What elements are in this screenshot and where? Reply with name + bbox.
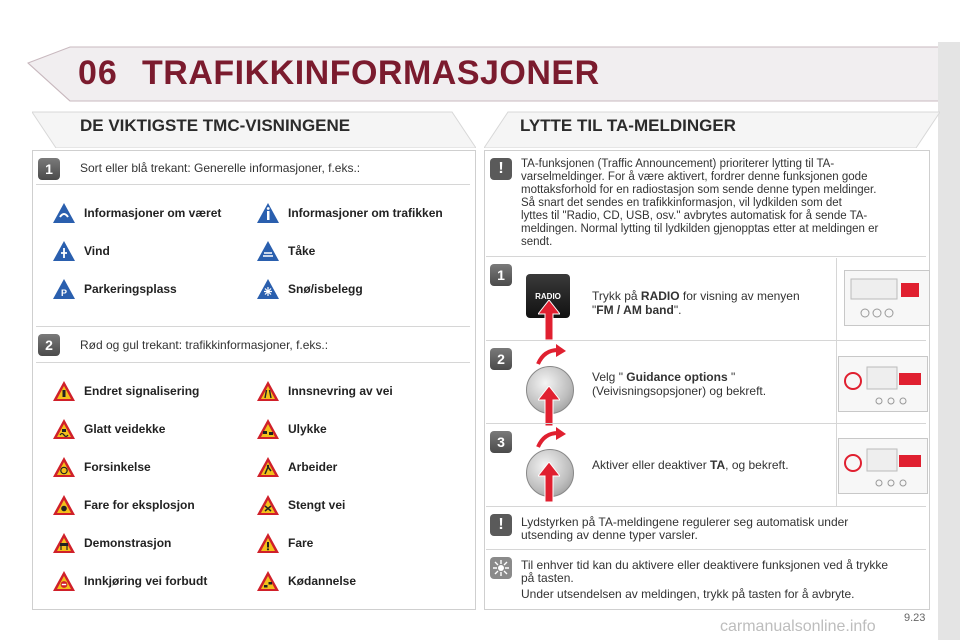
- list-item: [52, 278, 177, 300]
- text-line: Så snart det sendes en trafikkinformasjon, vil lydkilden som det: [521, 197, 842, 209]
- list-item-label: Demonstrasjon: [84, 536, 172, 550]
- list-item: [52, 418, 165, 440]
- text-line: Til enhver tid kan du aktivere eller deaktivere funksjonen ved å trykke: [521, 558, 889, 572]
- weather-icon: [52, 202, 76, 224]
- rotate-arrow-icon: [536, 344, 566, 366]
- divider: [486, 340, 926, 341]
- list-item-label: Fare: [288, 536, 314, 550]
- list-item: [256, 278, 363, 300]
- tip-note: [521, 559, 888, 601]
- arrow-up-icon: [538, 386, 560, 426]
- no-entry-icon: [52, 570, 76, 592]
- list-item: [256, 202, 443, 224]
- step3-instruction: Aktiver eller deaktiver TA, og bekreft.: [592, 458, 789, 472]
- text-line: Lydstyrken på TA-meldingene regulerer seg automatisk under: [521, 515, 849, 529]
- list-item: [256, 240, 315, 262]
- text-line: sendt.: [521, 236, 553, 248]
- closed-road-icon: [256, 494, 280, 516]
- step1-text: Sort eller blå trekant: Generelle informasjoner, f.eks.:: [80, 161, 361, 175]
- signal-icon: [52, 380, 76, 402]
- list-item: [256, 532, 313, 554]
- demonstration-icon: [52, 532, 76, 554]
- list-item: [52, 494, 195, 516]
- text-line: mottaksforhold for en radiostasjon som sende denne typen meldinger.: [521, 184, 877, 196]
- list-item: [256, 456, 337, 478]
- explosion-icon: [52, 494, 76, 516]
- text-line: meldingen. Normal lytting til lydkilden gjenopptas etter at meldingen er: [521, 223, 879, 235]
- divider: [36, 362, 470, 363]
- text-line: lyttes til "Radio, CD, USB, osv." avbrytes automatisk for å sende TA-: [521, 210, 868, 222]
- danger-icon: [256, 532, 280, 554]
- list-item: [256, 570, 356, 592]
- list-item-label: Endret signalisering: [84, 384, 200, 398]
- list-item: [256, 418, 327, 440]
- list-item: [52, 570, 207, 592]
- list-item-label: Glatt veidekke: [84, 422, 166, 436]
- rotate-arrow-icon: [536, 427, 566, 449]
- arrow-up-icon: [538, 462, 560, 502]
- queue-icon: [256, 570, 280, 592]
- list-item: [256, 494, 345, 516]
- list-item-label: Snø/isbelegg: [288, 282, 363, 296]
- step-badge-1: 1: [38, 158, 60, 180]
- list-item-label: Stengt vei: [288, 498, 346, 512]
- list-item-label: Parkeringsplass: [84, 282, 177, 296]
- list-item: [52, 240, 110, 262]
- arrow-up-icon: [538, 300, 560, 340]
- divider: [486, 506, 926, 507]
- text-line: varselmeldinger. For å være aktivert, fordrer denne funksjonen gode: [521, 171, 868, 183]
- volume-note: [521, 516, 848, 542]
- text-line: på tasten.: [521, 571, 574, 585]
- radio-button[interactable]: RADIO: [526, 274, 570, 318]
- list-item-label: Vind: [84, 244, 110, 258]
- wind-icon: [52, 240, 76, 262]
- text-line: utsending av denne typer varsler.: [521, 528, 698, 542]
- list-item-label: Arbeider: [288, 460, 338, 474]
- left-section-title: DE VIKTIGSTE TMC-VISNINGENE: [80, 116, 351, 135]
- warning-icon: !: [490, 158, 512, 180]
- accident-icon: [256, 418, 280, 440]
- watermark: carmanualsonline.info: [720, 618, 876, 635]
- list-item-label: Innkjøring vei forbudt: [84, 574, 208, 588]
- divider: [486, 423, 926, 424]
- list-item: [52, 380, 199, 402]
- divider: [486, 549, 926, 550]
- divider: [486, 256, 926, 257]
- fog-icon: [256, 240, 280, 262]
- list-item: [52, 456, 151, 478]
- list-item-label: Informasjoner om trafikken: [288, 206, 443, 220]
- step-badge-2: 2: [490, 348, 512, 370]
- list-item-label: Kødannelse: [288, 574, 357, 588]
- step1-instruction: Trykk på RADIO for visning av menyen "FM / AM band".: [592, 289, 800, 317]
- text-line: Under utsendelsen av meldingen, trykk på tasten for å avbryte.: [521, 587, 855, 601]
- list-item-label: Informasjoner om været: [84, 206, 222, 220]
- list-item: [52, 532, 171, 554]
- divider: [836, 258, 837, 506]
- text-line: TA-funksjonen (Traffic Announcement) prioriterer lytting til TA-: [521, 158, 835, 170]
- radio-panel-thumbnail: [838, 438, 928, 494]
- chapter-number: 06: [78, 54, 118, 92]
- ta-intro: [521, 158, 926, 249]
- divider: [36, 326, 470, 327]
- step-badge-1: 1: [490, 264, 512, 286]
- side-strip: [938, 42, 960, 640]
- step2-instruction: Velg " Guidance options " (Veivisningsopsjoner) og bekreft.: [592, 370, 767, 398]
- list-item-label: Fare for eksplosjon: [84, 498, 195, 512]
- parking-icon: [52, 278, 76, 300]
- roadwork-icon: [256, 456, 280, 478]
- divider: [36, 184, 470, 185]
- tip-icon: [490, 557, 512, 579]
- slippery-icon: [52, 418, 76, 440]
- step-badge-3: 3: [490, 431, 512, 453]
- list-item-label: Forsinkelse: [84, 460, 151, 474]
- delay-icon: [52, 456, 76, 478]
- radio-panel-thumbnail: [844, 270, 930, 326]
- list-item-label: Innsnevring av vei: [288, 384, 393, 398]
- narrowing-icon: [256, 380, 280, 402]
- step-badge-2: 2: [38, 334, 60, 356]
- page-number: 9.23: [904, 612, 926, 624]
- svg-text:P: P: [60, 288, 68, 298]
- page-title: TRAFIKKINFORMASJONER: [142, 54, 600, 92]
- right-section-title: LYTTE TIL TA-MELDINGER: [520, 116, 736, 135]
- warning-icon: !: [490, 514, 512, 536]
- snow-icon: [256, 278, 280, 300]
- step2-text: Rød og gul trekant: trafikkinformasjoner, f.eks.:: [80, 338, 329, 352]
- radio-panel-thumbnail: [838, 356, 928, 412]
- list-item: [256, 380, 393, 402]
- list-item-label: Tåke: [288, 244, 316, 258]
- list-item-label: Ulykke: [288, 422, 327, 436]
- info-icon: [256, 202, 280, 224]
- list-item: [52, 202, 221, 224]
